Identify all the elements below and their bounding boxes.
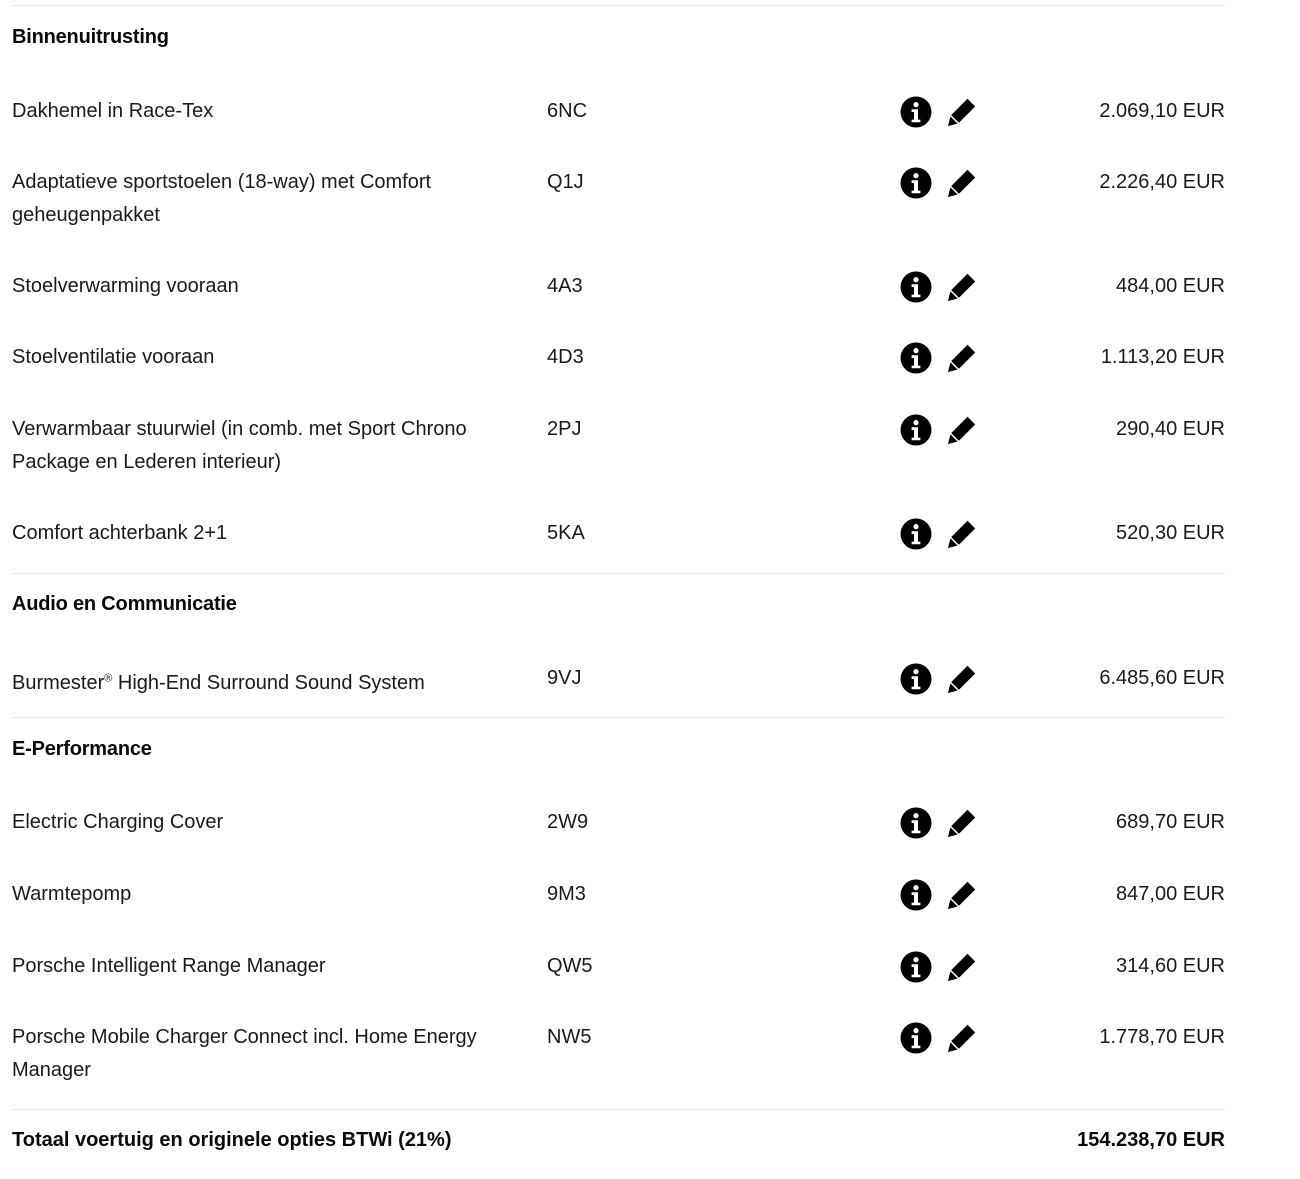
option-name: Warmtepomp [12,883,132,905]
option-price: 484,00 EUR [1116,275,1225,297]
option-code: 2PJ [547,418,582,440]
option-price: 2.226,40 EUR [1099,171,1225,193]
option-price: 847,00 EUR [1116,883,1225,905]
info-icon[interactable] [900,951,932,983]
info-icon[interactable] [900,167,932,199]
info-icon[interactable] [900,271,932,303]
section-title-audio: Audio en Communicatie [12,593,237,615]
pencil-icon[interactable] [946,518,978,550]
divider [12,717,1225,718]
info-icon[interactable] [900,518,932,550]
total-row [0,1125,1300,1155]
option-name: Porsche Intelligent Range Manager [12,955,326,977]
info-icon[interactable] [900,663,932,695]
option-price: 1.113,20 EUR [1100,346,1225,368]
pencil-icon[interactable] [946,1022,978,1054]
pencil-icon[interactable] [946,271,978,303]
option-code: 9VJ [547,667,582,689]
option-name: Stoelventilatie vooraan [12,346,215,368]
option-price: 314,60 EUR [1116,955,1225,977]
pencil-icon[interactable] [946,342,978,374]
divider [12,5,1225,6]
pencil-icon[interactable] [946,663,978,695]
divider [12,573,1225,574]
option-price: 1.778,70 EUR [1099,1026,1225,1048]
option-price: 2.069,10 EUR [1099,100,1225,122]
info-icon[interactable] [900,879,932,911]
option-code: 6NC [547,100,588,122]
option-name: Stoelverwarming vooraan [12,275,239,297]
divider [12,1109,1225,1110]
info-icon[interactable] [900,414,932,446]
option-code: 5KA [547,522,585,544]
info-icon[interactable] [900,807,932,839]
option-name: Adaptatieve sportstoelen (18-way) met Comfort geheugenpakket [12,171,432,226]
pencil-icon[interactable] [946,951,978,983]
pencil-icon[interactable] [946,879,978,911]
total-value: 154.238,70 EUR [1077,1129,1225,1151]
total-label: Totaal voertuig en originele opties BTWi (21%) [12,1129,452,1151]
option-code: NW5 [547,1026,592,1048]
info-icon[interactable] [900,96,932,128]
pencil-icon[interactable] [946,167,978,199]
option-name-text: Burmester® High-End Surround Sound System [12,671,425,694]
option-code: 2W9 [547,811,589,833]
pencil-icon[interactable] [946,414,978,446]
option-name [12,662,482,700]
option-code: Q1J [547,171,584,193]
option-name: Dakhemel in Race-Tex [12,100,214,122]
option-name: Comfort achterbank 2+1 [12,522,228,544]
section-title-binnenuitrusting: Binnenuitrusting [12,26,169,48]
option-price: 290,40 EUR [1116,418,1225,440]
info-icon[interactable] [900,1022,932,1054]
info-icon[interactable] [900,342,932,374]
option-name: Porsche Mobile Charger Connect incl. Home Energy Manager [12,1026,477,1081]
option-price: 6.485,60 EUR [1099,667,1225,689]
pencil-icon[interactable] [946,807,978,839]
option-price: 689,70 EUR [1116,811,1225,833]
option-code: 4D3 [547,346,584,368]
option-name: Verwarmbaar stuurwiel (in comb. met Sport Chrono Package en Lederen interieur) [12,418,467,473]
pencil-icon[interactable] [946,96,978,128]
option-code: QW5 [547,955,593,977]
option-code: 4A3 [547,275,583,297]
option-code: 9M3 [547,883,586,905]
option-price: 520,30 EUR [1116,522,1225,544]
section-title-e-performance: E-Performance [12,738,152,760]
option-name: Electric Charging Cover [12,811,224,833]
